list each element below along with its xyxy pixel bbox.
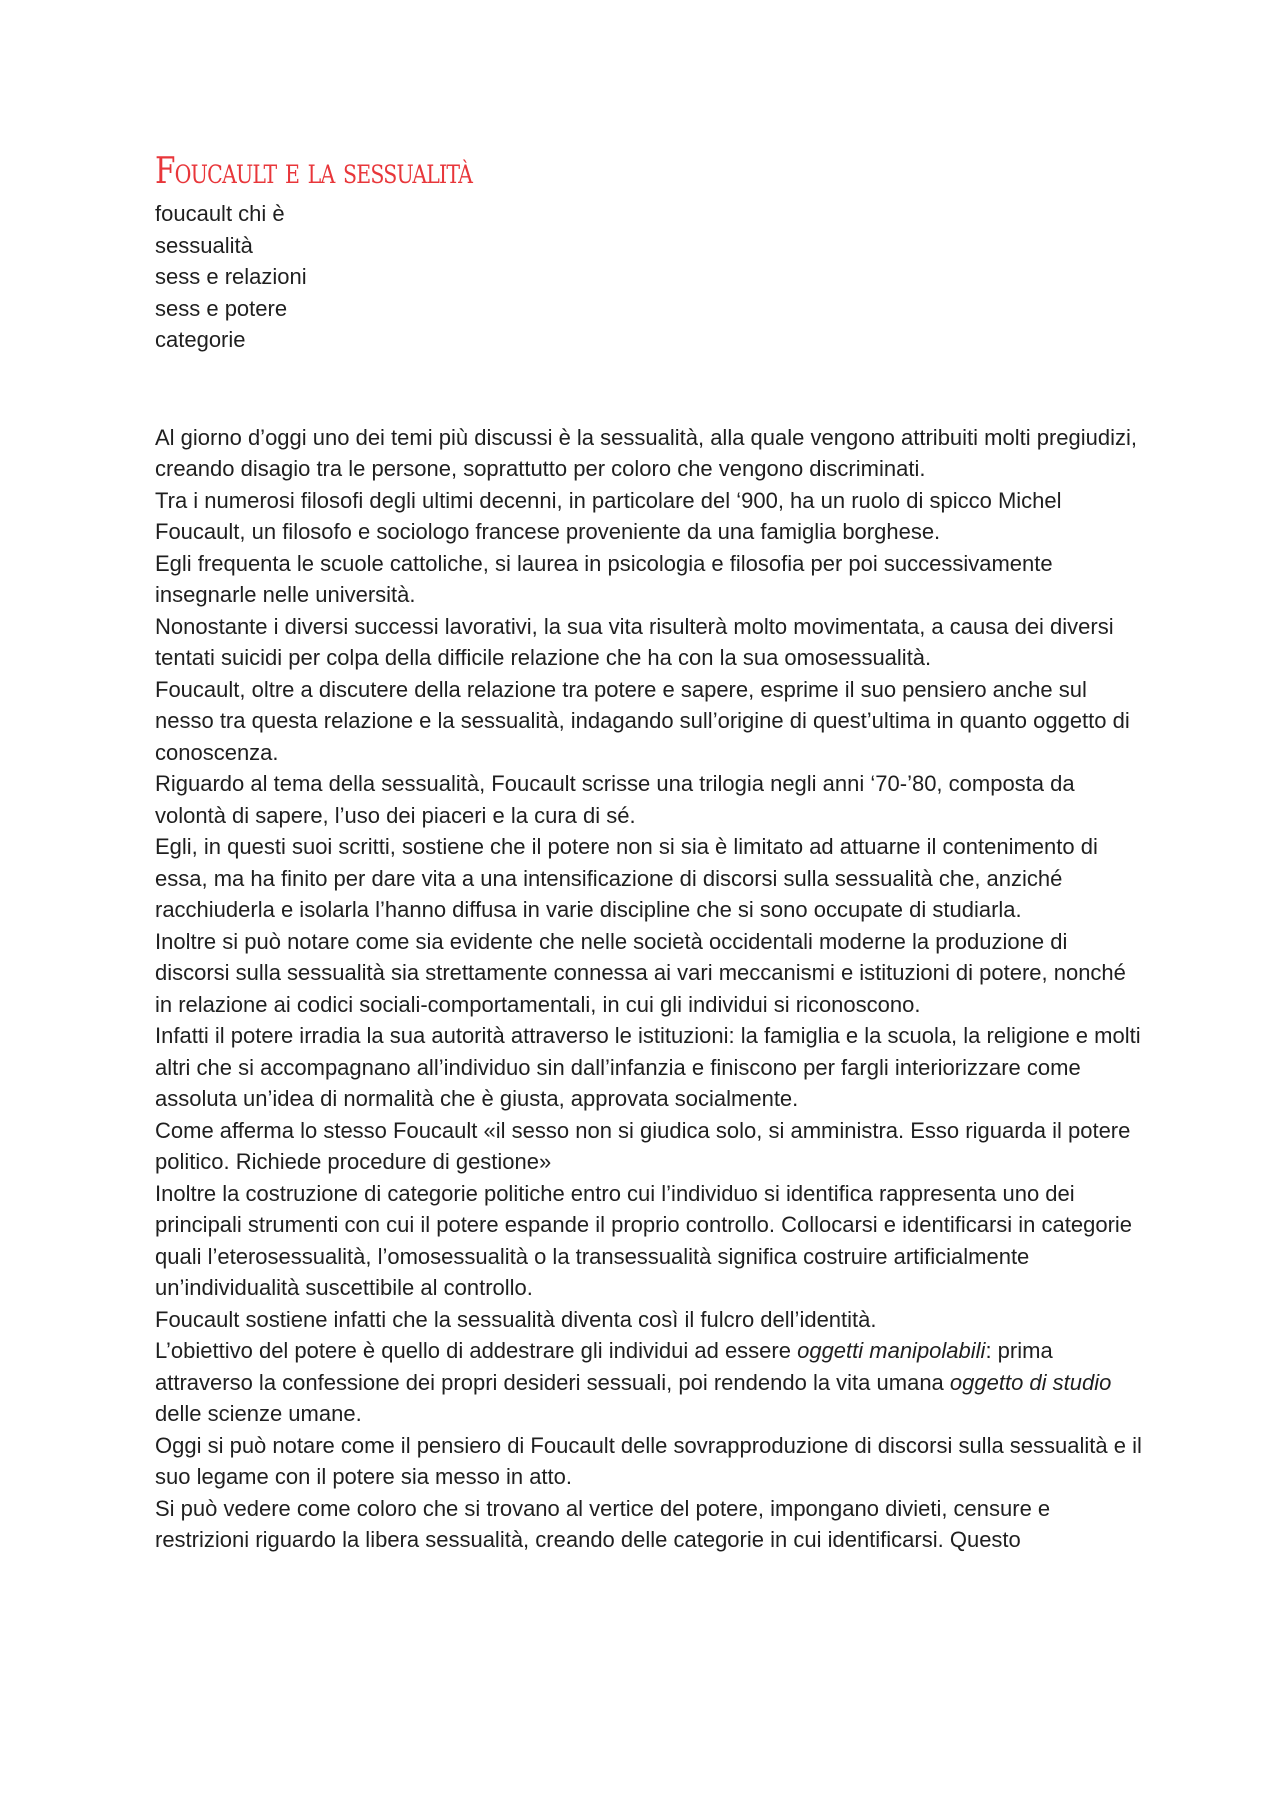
paragraph — [155, 1430, 1145, 1493]
topic-list — [155, 198, 1145, 356]
paragraph-text: Egli, in questi suoi scritti, sostiene che il potere non si sia è limitato ad attuarne il contenimento di essa, ma ha finito per dare vita a una intensificazione di discorsi sulla sessualità che, anziché racchiuderla e isolarla l’hanno diffusa in varie discipline che si sono occupate di studiarla. — [155, 834, 1098, 922]
paragraph-text: Foucault sostiene infatti che la sessualità diventa così il fulcro dell’identità. — [155, 1306, 877, 1332]
topic-item: foucault chi è — [155, 201, 285, 226]
topic-item: sess e potere — [155, 295, 288, 321]
paragraph-text: delle scienze umane. — [155, 1401, 362, 1426]
paragraph-text: Riguardo al tema della sessualità, Foucault scrisse una trilogia negli anni ‘70-’80, composta da volontà di sapere, l’uso dei piaceri e la cura di sé. — [155, 771, 1075, 828]
paragraph — [155, 1115, 1145, 1178]
paragraph — [155, 1335, 1145, 1430]
paragraph — [155, 611, 1145, 674]
paragraph-text: Come afferma lo stesso Foucault «il sesso non si giudica solo, si amministra. Esso riguarda il potere politico. Richiede procedure di gestione» — [155, 1117, 1131, 1174]
italic-phrase: oggetti manipolabili — [797, 1338, 986, 1363]
paragraph-text: Oggi si può notare come il pensiero di Foucault delle sovrapproduzione di discorsi sulla sessualità e il suo legame con il potere sia messo in atto. — [155, 1432, 1142, 1489]
paragraph — [155, 548, 1145, 611]
paragraph-text: Al giorno d’oggi uno dei temi più discussi è la sessualità, alla quale vengono attribuiti molti pregiudizi, creando disagio tra le persone, soprattutto per coloro che vengono discriminati. — [155, 424, 1138, 481]
paragraph — [155, 1304, 1145, 1336]
paragraph-text: Foucault, oltre a discutere della relazione tra potere e sapere, esprime il suo pensiero anche sul nesso tra questa relazione e la sessualità, indagando sull’origine di quest’ultima in quanto oggetto di conoscenza. — [155, 676, 1130, 765]
paragraph — [155, 1020, 1145, 1115]
paragraph-text: Inoltre si può notare come sia evidente che nelle società occidentali moderne la produzione di discorsi sulla sessualità sia strettamente connessa ai vari meccanismi e istituzioni di potere, nonché in relazione ai codici sociali-comportamentali, in cui gli individui si riconoscono. — [155, 928, 1126, 1017]
paragraph — [155, 485, 1145, 548]
paragraph-text: Nonostante i diversi successi lavorativi, la sua vita risulterà molto movimentata, a causa dei diversi tentati suicidi per colpa della difficile relazione che ha con la sua omosessualità. — [155, 613, 1114, 670]
paragraph-text: : prima attraverso la confessione dei propri desideri sessuali, poi rendendo la vita umana — [155, 1338, 1053, 1395]
document-page — [155, 150, 1145, 1556]
paragraph — [155, 1493, 1145, 1556]
paragraph — [155, 768, 1145, 831]
italic-phrase: oggetto di studio — [949, 1369, 1112, 1395]
paragraph-text: Inoltre la costruzione di categorie politiche entro cui l’individuo si identifica rappresenta uno dei principali strumenti con cui il potere espande il proprio controllo. Collocarsi e identificarsi in categorie quali l’eterosessualità, l’omosessualità o la transessualità significa costruire artificialmente un’individualità suscettibile al controllo. — [155, 1180, 1133, 1300]
paragraph-text: Si può vedere come coloro che si trovano al vertice del potere, impongano divieti, censure e restrizioni riguardo la libera sessualità, creando delle categorie in cui identificarsi. Questo — [155, 1495, 1051, 1552]
paragraph-text: Egli frequenta le scuole cattoliche, si laurea in psicologia e filosofia per poi successivamente insegnarle nelle università. — [155, 550, 1053, 607]
paragraph — [155, 926, 1145, 1021]
document-title: Foucault e la sessualità — [155, 151, 473, 192]
topic-item: sessualità — [155, 232, 253, 258]
topic-item: categorie — [155, 327, 246, 352]
paragraph-text: L’obiettivo del potere è quello di addestrare gli individui ad essere — [155, 1338, 798, 1363]
paragraph — [155, 422, 1145, 485]
paragraph — [155, 674, 1145, 769]
topic-item: sess e relazioni — [155, 264, 307, 289]
paragraph-text: Tra i numerosi filosofi degli ultimi decenni, in particolare del ‘900, ha un ruolo di spicco Michel Foucault, un filosofo e sociologo francese proveniente da una famiglia borghese. — [155, 487, 1062, 544]
paragraph-text: Infatti il potere irradia la sua autorità attraverso le istituzioni: la famiglia e la scuola, la religione e molti altri che si accompagnano all’individuo sin dall’infanzia e finiscono per fargli interiorizzare come assoluta un’idea di normalità che è giusta, approvata socialmente. — [155, 1023, 1141, 1111]
paragraph — [155, 1178, 1145, 1304]
essay-body — [155, 422, 1145, 1556]
paragraph — [155, 831, 1145, 926]
